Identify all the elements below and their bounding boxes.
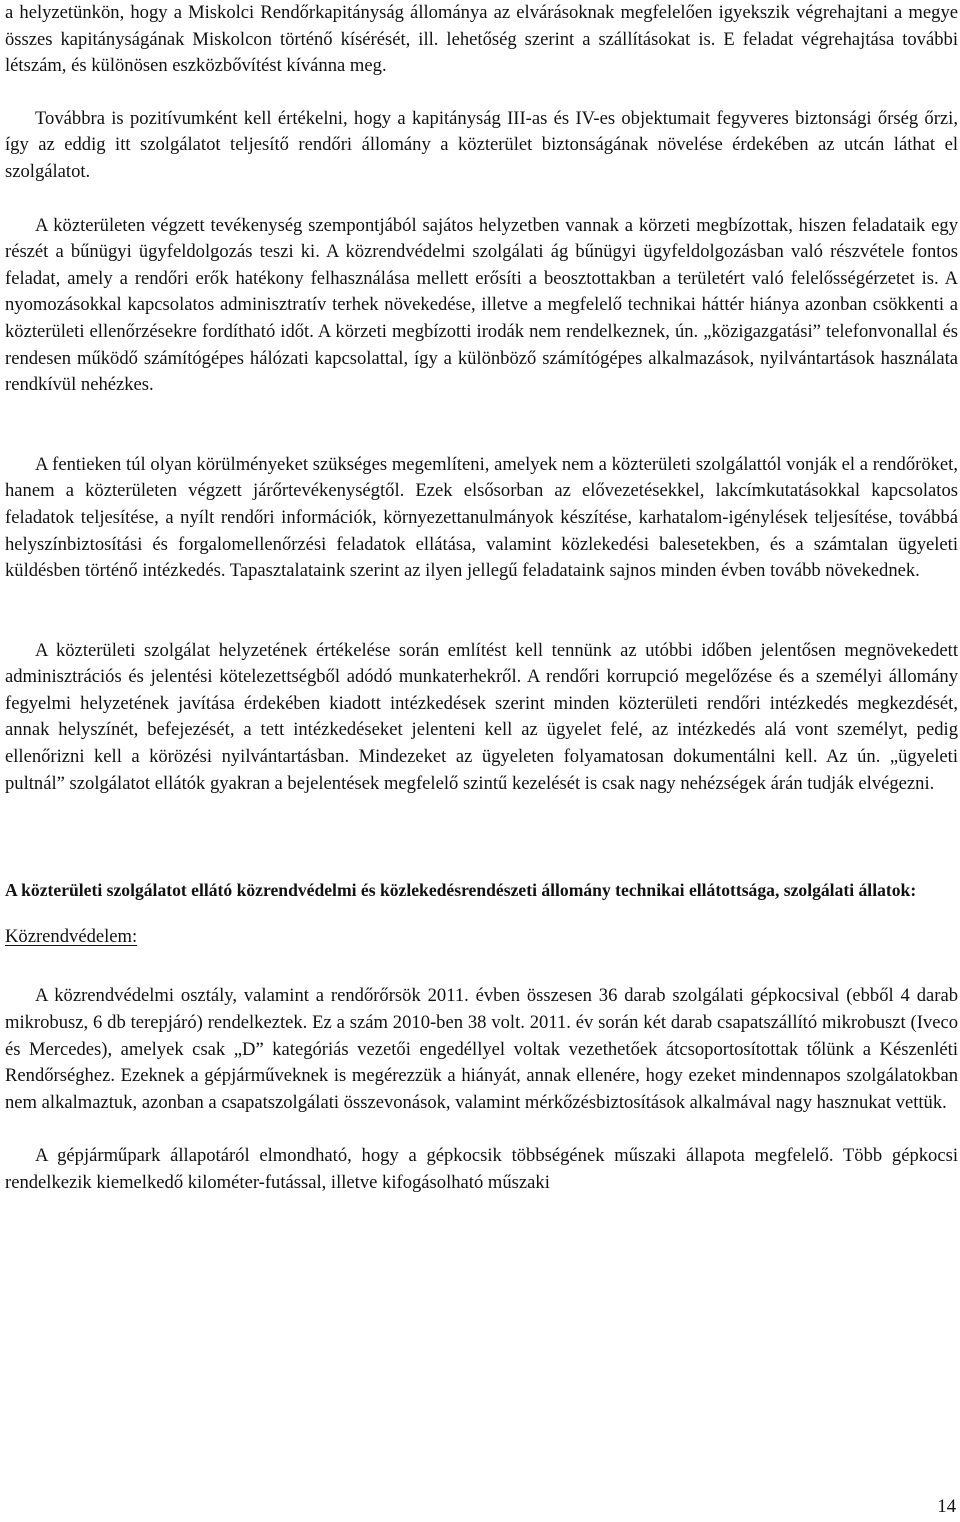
section-subheading: Közrendvédelem: (5, 925, 138, 947)
paragraph-6: A közrendvédelmi osztály, valamint a rendőrőrsök 2011. évben összesen 36 darab szolgálati gépkocsival (ebből 4 darab mikrobusz, 6 db terepjáró) rendelkeztek. Ez a szám 2010-ben 38 volt. 2011. év során két darab csapatszállító mikrobuszt (Iveco és Mercedes), amelyek csak „D” kategóriás vezetői engedéllyel voltak vezethetőek átcsoportosítottak tőlünk a Készenléti Rendőrséghez. Ezeknek a gépjárműveknek is megérezzük a hiányát, annak ellenére, hogy ezeket mindennapos szolgálatokban nem alkalmaztuk, azonban a csapatszolgálati összevonások, valamint mérkőzésbiztosítások alkalmával nagy hasznukat vettük. (5, 985, 958, 1113)
paragraph-2: Továbbra is pozitívumként kell értékelni, hogy a kapitányság III-as és IV-es objektumait fegyveres biztonsági őrség őrzi, így az eddig itt szolgálatot teljesítő rendőri állomány a közterület biztonságának növelése érdekében az utcán láthat el szolgálatot. (5, 107, 958, 182)
paragraph-7: A gépjárműpark állapotáról elmondható, hogy a gépkocsik többségének műszaki állapota megfelelő. Több gépkocsi rendelkezik kiemelkedő kilométer-futással, illetve kifogásolható műszaki (5, 1145, 958, 1193)
paragraph-4: A fentieken túl olyan körülményeket szükséges megemlíteni, amelyek nem a közterületi szolgálattól vonják el a rendőröket, hanem a közterületen végzett járőrtevékenységtől. Ezek elsősorban az elővezetésekkel, lakcímkutatásokkal kapcsolatos feladatok teljesítése, a nyílt rendőri információk, környezettanulmányok készítése, karhatalom-igénylések teljesítése, továbbá helyszínbiztosítási és forgalomellenőrzési feladatok ellátása, valamint közlekedési balesetekben, és a számtalan ügyeleti küldésben történő intézkedés. Tapasztalataink szerint az ilyen jellegű feladataink sajnos minden évben tovább növekednek. (5, 453, 958, 582)
document-page (5, 0, 958, 1197)
paragraph-3: A közterületen végzett tevékenység szempontjából sajátos helyzetben vannak a körzeti megbízottak, hiszen feladataik egy részét a bűnügyi ügyfeldolgozás teszi ki. A közrendvédelmi szolgálati ág bűnügyi ügyfeldolgozásban való részvétele fontos feladat, amely a rendőri erők hatékony felhasználása mellett erősíti a beosztottakban a területért való felelősségérzetet is. A nyomozásokkal kapcsolatos adminisztratív terhek növekedése, illetve a megfelelő technikai háttér hiánya azonban csökkenti a közterületi ellenőrzésekre fordítható időt. A körzeti megbízotti irodák nem rendelkeznek, ún. „közigazgatási” telefonvonallal és rendesen működő számítógépes hálózati kapcsolattal, így a különböző számítógépes alkalmazások, nyilvántartások használata rendkívül nehézkes. (5, 214, 958, 396)
paragraph-1: a helyzetünkön, hogy a Miskolci Rendőrkapitányság állománya az elvárásoknak megfelelően igyekszik végrehajtani a megye összes kapitányságának Miskolcon történő kísérését, ill. lehetőség szerint a szállításokat is. E feladat végrehajtása további létszám, és különösen eszközbővítést kívánna meg. (5, 2, 958, 77)
page-number: 14 (937, 1496, 956, 1517)
section-heading: A közterületi szolgálatot ellátó közrendvédelmi és közlekedésrendészeti állomány technikai ellátottsága, szolgálati állatok: (5, 880, 917, 901)
paragraph-5: A közterületi szolgálat helyzetének értékelése során említést kell tennünk az utóbbi időben jelentősen megnövekedett adminisztrációs és jelentési kötelezettségből adódó munkaterhekről. A rendőri korrupció megelőzése és a személyi állomány fegyelmi helyzetének javítása érdekében kiadott intézkedések szerint minden közterületi rendőri intézkedés megkezdését, annak helyszínét, befejezését, a tett intézkedéseket jelenteni kell az ügyelet felé, az intézkedés alá vont személyt, pedig ellenőrizni kell a körözési nyilvántartásban. Mindezeket az ügyeleten folyamatosan dokumentálni kell. Az ún. „ügyeleti pultnál” szolgálatot ellátók gyakran a bejelentések megfelelő szintű kezelését is csak nagy nehézségek árán tudják elvégezni. (5, 639, 958, 794)
